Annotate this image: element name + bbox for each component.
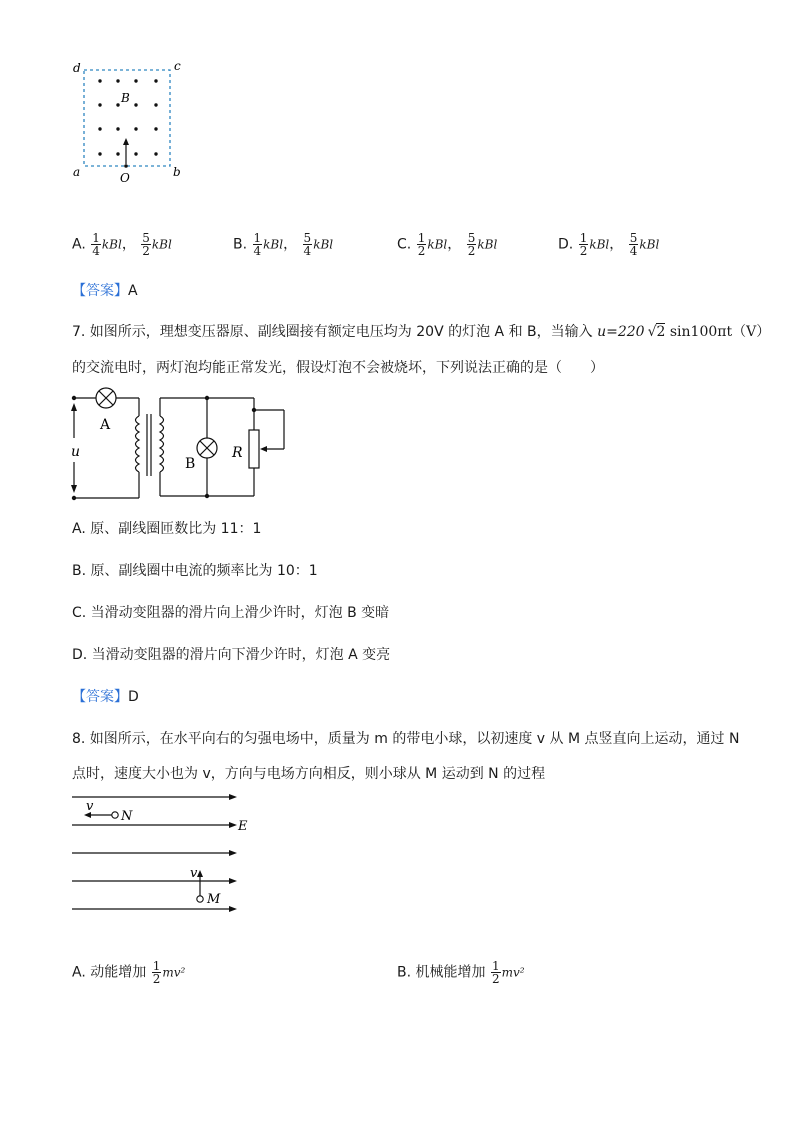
q7-option-a: A. 原、副线圈匝数比为 11：1 xyxy=(72,521,262,537)
velocity-arrowhead xyxy=(123,138,129,145)
fraction: $\frac{5}{4}$ xyxy=(629,231,638,258)
label-o: O xyxy=(120,171,130,185)
q7-answer xyxy=(72,687,139,707)
field-boundary xyxy=(84,70,170,166)
label-d: d xyxy=(73,61,81,75)
fraction: $\frac{1}{4}$ xyxy=(253,231,262,258)
fraction: $\frac{1}{2}$ xyxy=(152,959,161,986)
q6-option-a: A. $\frac{1}{4}$ kBl， $\frac{5}{2}$ kBl xyxy=(72,231,172,258)
label-e: E xyxy=(238,819,248,834)
q6-option-c: C. $\frac{1}{2}$ kBl， $\frac{5}{2}$ kBl xyxy=(397,231,498,258)
q7-stem-line2: 的交流电时，两灯泡均能正常发光，假设灯泡不会被烧坏，下列说法正确的是（ ） xyxy=(72,360,604,376)
q8-stem-line2: 点时，速度大小也为 v，方向与电场方向相反，则小球从 M 运动到 N 的过程 xyxy=(72,766,546,782)
point-o xyxy=(124,164,128,168)
figure-electric-field xyxy=(66,788,266,918)
figure-transformer-circuit xyxy=(62,386,302,506)
secondary-coil xyxy=(160,416,164,472)
q8-option-b: B. 机械能增加 $\frac{1}{2}$ mv² xyxy=(397,959,525,986)
label-lamp-b: B xyxy=(185,456,196,472)
label-u: u xyxy=(71,444,81,460)
q7-option-d: D. 当滑动变阻器的滑片向下滑少许时，灯泡 A 变亮 xyxy=(72,647,391,663)
ball-at-m xyxy=(197,896,203,902)
fraction: $\frac{5}{2}$ xyxy=(142,231,150,258)
label-r: R xyxy=(232,445,243,461)
answer-tag: 【答案】 xyxy=(72,283,128,299)
fraction: $\frac{5}{4}$ xyxy=(303,231,312,258)
answer-value: A xyxy=(128,283,138,299)
fraction: $\frac{1}{2}$ xyxy=(491,959,500,986)
fraction: $\frac{1}{2}$ xyxy=(417,231,426,258)
label-v-bottom: v xyxy=(190,866,198,881)
fraction: $\frac{5}{2}$ xyxy=(467,231,476,258)
fraction: $\frac{1}{2}$ xyxy=(579,231,588,258)
electric-field-diagram xyxy=(66,788,266,918)
primary-coil xyxy=(136,416,140,472)
magnetic-field-diagram xyxy=(70,58,190,188)
label-a: a xyxy=(73,165,81,179)
q6-option-d: D. $\frac{1}{2}$ kBl， $\frac{5}{4}$ kBl xyxy=(558,231,660,258)
label-b: b xyxy=(173,165,181,179)
label-n: N xyxy=(121,809,133,824)
slider-arrow-icon xyxy=(260,446,267,452)
ball-at-n xyxy=(112,812,118,818)
figure-magnetic-field xyxy=(70,58,190,188)
answer-tag: 【答案】 xyxy=(72,689,128,705)
q7-option-c: C. 当滑动变阻器的滑片向上滑少许时，灯泡 B 变暗 xyxy=(72,605,390,621)
q8-option-a: A. 动能增加 $\frac{1}{2}$ mv² xyxy=(72,959,186,986)
fraction: $\frac{1}{4}$ xyxy=(92,231,100,258)
q8-stem-line1: 8. 如图所示，在水平向右的匀强电场中，质量为 m 的带电小球，以初速度 v 从 M 点竖直向上运动，通过 N xyxy=(72,731,740,747)
sqrt-symbol: √2 xyxy=(647,324,666,340)
rheostat-r xyxy=(249,430,259,468)
label-field-b: B xyxy=(121,91,130,105)
label-v-top: v xyxy=(86,799,94,814)
answer-value: D xyxy=(128,689,139,705)
arrow-up-icon xyxy=(71,403,77,411)
q7-option-b: B. 原、副线圈中电流的频率比为 10：1 xyxy=(72,563,318,579)
q6-option-b: B. $\frac{1}{4}$ kBl， $\frac{5}{4}$ kBl xyxy=(233,231,334,258)
label-c: c xyxy=(174,59,181,73)
transformer-circuit-diagram xyxy=(62,386,302,506)
label-m: M xyxy=(207,892,221,907)
q7-stem-line1: 7. 如图所示，理想变压器原、副线圈接有额定电压均为 20V 的灯泡 A 和 B，当输入 u=220 √2 sin100πt（V） xyxy=(72,324,771,340)
label-lamp-a: A xyxy=(100,417,111,433)
q6-answer xyxy=(72,281,138,301)
arrow-down-icon xyxy=(71,485,77,493)
arrow-up-icon xyxy=(197,870,203,877)
